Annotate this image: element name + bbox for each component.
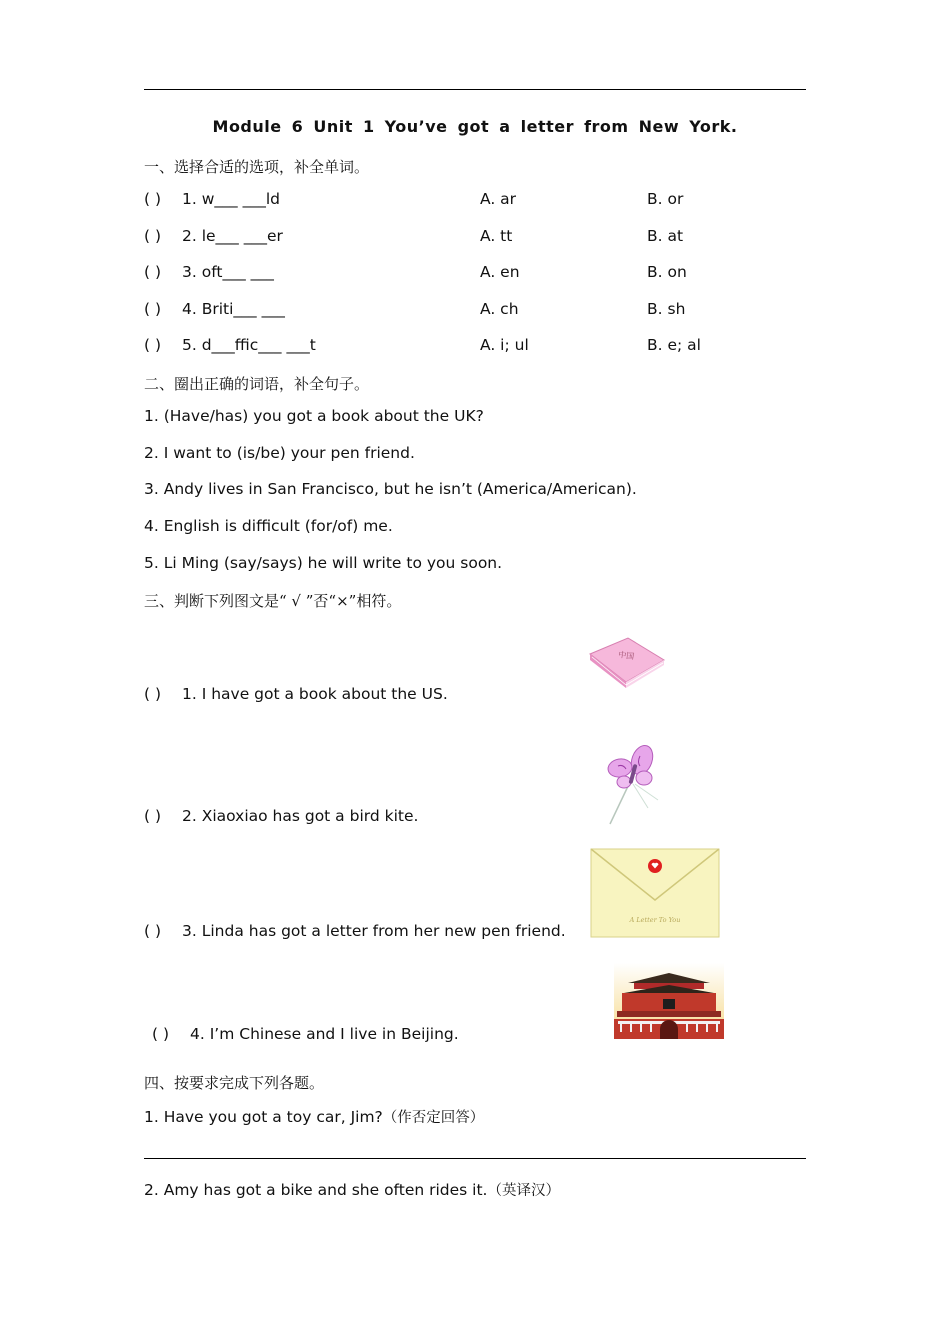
page-title: Module 6 Unit 1 You’ve got a letter from New York. bbox=[212, 117, 738, 136]
header-rule bbox=[144, 89, 806, 90]
task-hint: （作否定回答） bbox=[382, 1110, 485, 1126]
tiananmen-image bbox=[614, 963, 724, 1039]
task-question-text: 2. Amy has got a bike and she often rides it. bbox=[144, 1181, 488, 1199]
answer-paren[interactable]: ( ) bbox=[144, 227, 162, 245]
sentence-item: 4. English is difficult (for/of) me. bbox=[144, 517, 393, 535]
statement-text: 4. I’m Chinese and I live in Beijing. bbox=[190, 1025, 459, 1043]
option-b: B. e; al bbox=[647, 336, 701, 354]
section4-heading: 四、按要求完成下列各题。 bbox=[144, 1074, 325, 1092]
sentence-item: 5. Li Ming (say/says) he will write to you soon. bbox=[144, 554, 503, 572]
pink-book-image bbox=[586, 632, 668, 692]
sentence-item: 2. I want to (is/be) your pen friend. bbox=[144, 444, 415, 462]
statement-text: 3. Linda has got a letter from her new pen friend. bbox=[182, 922, 566, 940]
book-label: 中国 bbox=[617, 650, 635, 662]
question-text: 4. Briti___ ___ bbox=[182, 300, 285, 318]
envelope-text: A Letter To You bbox=[629, 916, 681, 924]
sentence-item: 1. (Have/has) you got a book about the UK? bbox=[144, 407, 484, 425]
option-a: A. i; ul bbox=[480, 336, 529, 354]
option-a: A. tt bbox=[480, 227, 513, 245]
option-b: B. on bbox=[647, 263, 687, 281]
option-a: A. ch bbox=[480, 300, 519, 318]
answer-paren[interactable]: ( ) bbox=[144, 807, 162, 825]
question-text: 2. le___ ___er bbox=[182, 227, 283, 245]
answer-paren[interactable]: ( ) bbox=[144, 336, 162, 354]
question-text: 1. w___ ___ld bbox=[182, 190, 280, 208]
answer-paren[interactable]: ( ) bbox=[144, 685, 162, 703]
task-question bbox=[144, 1106, 484, 1127]
option-b: B. at bbox=[647, 227, 684, 245]
section2-heading: 二、圈出正确的词语，补全句子。 bbox=[144, 375, 370, 393]
option-b: B. or bbox=[647, 190, 684, 208]
envelope-image bbox=[590, 848, 720, 938]
answer-paren[interactable]: ( ) bbox=[144, 922, 162, 940]
task-hint: （英译汉） bbox=[487, 1183, 560, 1199]
answer-paren[interactable]: ( ) bbox=[144, 190, 162, 208]
option-a: A. en bbox=[480, 263, 520, 281]
task-question bbox=[144, 1179, 560, 1200]
answer-paren[interactable]: ( ) bbox=[144, 300, 162, 318]
question-text: 3. oft___ ___ bbox=[182, 263, 274, 281]
section1-heading: 一、选择合适的选项，补全单词。 bbox=[144, 158, 370, 176]
option-b: B. sh bbox=[647, 300, 686, 318]
section3-heading: 三、判断下列图文是“ √ ”否“×”相符。 bbox=[144, 592, 402, 610]
option-a: A. ar bbox=[480, 190, 517, 208]
statement-text: 1. I have got a book about the US. bbox=[182, 685, 448, 703]
statement-text: 2. Xiaoxiao has got a bird kite. bbox=[182, 807, 419, 825]
answer-paren[interactable]: ( ) bbox=[144, 263, 162, 281]
sentence-item: 3. Andy lives in San Francisco, but he isn’t (America/American). bbox=[144, 480, 637, 498]
butterfly-kite-image bbox=[600, 742, 670, 826]
answer-paren[interactable]: ( ) bbox=[152, 1025, 170, 1043]
question-text: 5. d___ffic___ ___t bbox=[182, 336, 316, 354]
task-question-text: 1. Have you got a toy car, Jim? bbox=[144, 1108, 383, 1126]
answer-line[interactable] bbox=[144, 1158, 806, 1159]
